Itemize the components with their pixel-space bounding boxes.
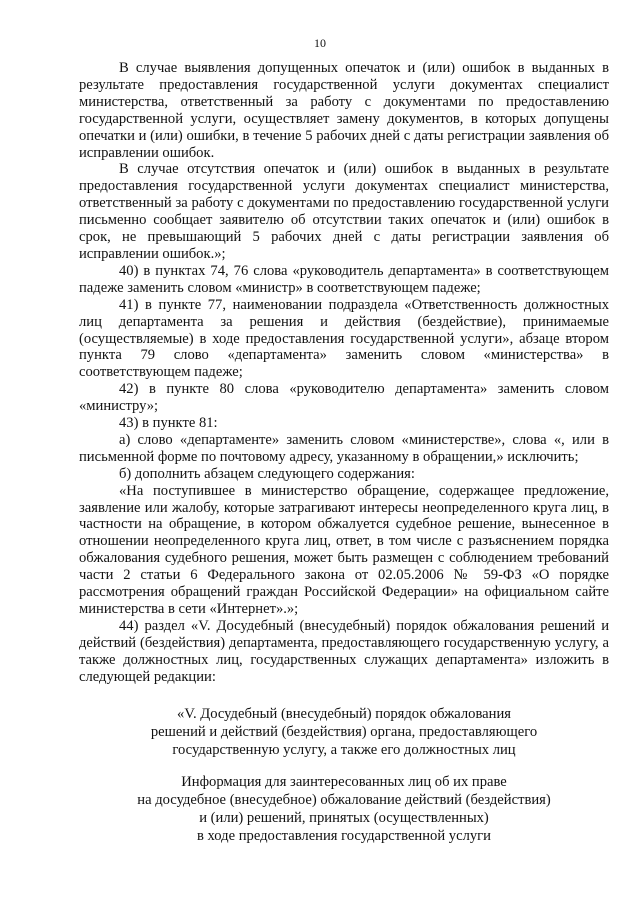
page-number: 10: [314, 36, 326, 50]
section-heading-line: решений и действий (бездействия) органа, предоставляющего: [150, 724, 538, 740]
info-heading: [79, 773, 609, 845]
paragraph-item-43: 43) в пункте 81:: [119, 415, 218, 432]
section-heading-line: государственную услугу, а также его должностных лиц: [172, 742, 516, 758]
info-heading-line: Информация для заинтересованных лиц об их праве: [181, 774, 507, 790]
info-heading-line: на досудебное (внесудебное) обжалование действий (бездействия): [137, 792, 551, 808]
paragraph-item-44: 44) раздел «V. Досудебный (внесудебный) порядок обжалования решений и действий (бездействия) департамента, предоставляющего государственную услугу, а также должностных лиц, государственных служащих департамента» изложить в следующей редакции:: [79, 617, 609, 685]
paragraph-item-43a: а) слово «департаменте» заменить словом «министерстве», слова «, или в письменной форме по почтовому адресу, указанному в обращении,» исключить;: [79, 431, 609, 465]
paragraph-item-42: 42) в пункте 80 слова «руководителю департамента» заменить словом «министру»;: [79, 381, 609, 415]
paragraph-corrections: В случае выявления допущенных опечаток и (или) ошибок в выданных в результате предоставления государственной услуги документах специалист министерства, ответственный за работу с документами по предоставлению государственной услуги, осуществляет замену документов, в которых допущены опечатки и (или) ошибки, в течение 5 рабочих дней с даты регистрации заявления об исправлении ошибок.: [79, 60, 609, 161]
section-heading: [79, 705, 609, 759]
paragraph-quote-appeal: «На поступившее в министерство обращение, содержащее предложение, заявление или жалобу, которые затрагивают интересы неопределенного круга лиц, в частности на обращение, в котором обжалуется судебное решение, вынесенное в отношении неопределенного круга лиц, ответ, в том числе с разъяснением порядка обжалования судебного решения, может быть размещен с соблюдением требований части 2 статьи 6 Федерального закона от 02.05.2006 № 59-ФЗ «О порядке рассмотрения обращений граждан Российской Федерации» на официальном сайте министерства в сети «Интернет».»;: [79, 482, 609, 617]
paragraph-no-errors: В случае отсутствия опечаток и (или) ошибок в выданных в результате предоставления государственной услуги документах специалист министерства, ответственный за работу с документами по предоставлению государственной услуги письменно сообщает заявителю об отсутствии таких опечаток и (или) ошибок в срок, не превышающий 5 рабочих дней с даты регистрации заявления об исправлении ошибок.»;: [79, 161, 609, 262]
paragraph-item-43b: б) дополнить абзацем следующего содержания:: [119, 465, 415, 482]
paragraph-item-40: 40) в пунктах 74, 76 слова «руководитель департамента» в соответствующем падеже заменить словом «министр» в соответствующем падеже;: [79, 262, 609, 296]
paragraph-item-41: 41) в пункте 77, наименовании подраздела «Ответственность должностных лиц департамента за решения и действия (бездействие), принимаемые (осуществляемые) в ходе предоставления государственной услуги», абзаце втором пункта 79 слово «департамента» заменить словом «министерства» в соответствующем падеже;: [79, 296, 609, 381]
info-heading-line: в ходе предоставления государственной услуги: [197, 828, 491, 844]
body-text: [79, 60, 609, 686]
info-heading-line: и (или) решений, принятых (осуществленных): [199, 810, 489, 826]
section-heading-line: «V. Досудебный (внесудебный) порядок обжалования: [177, 706, 511, 722]
